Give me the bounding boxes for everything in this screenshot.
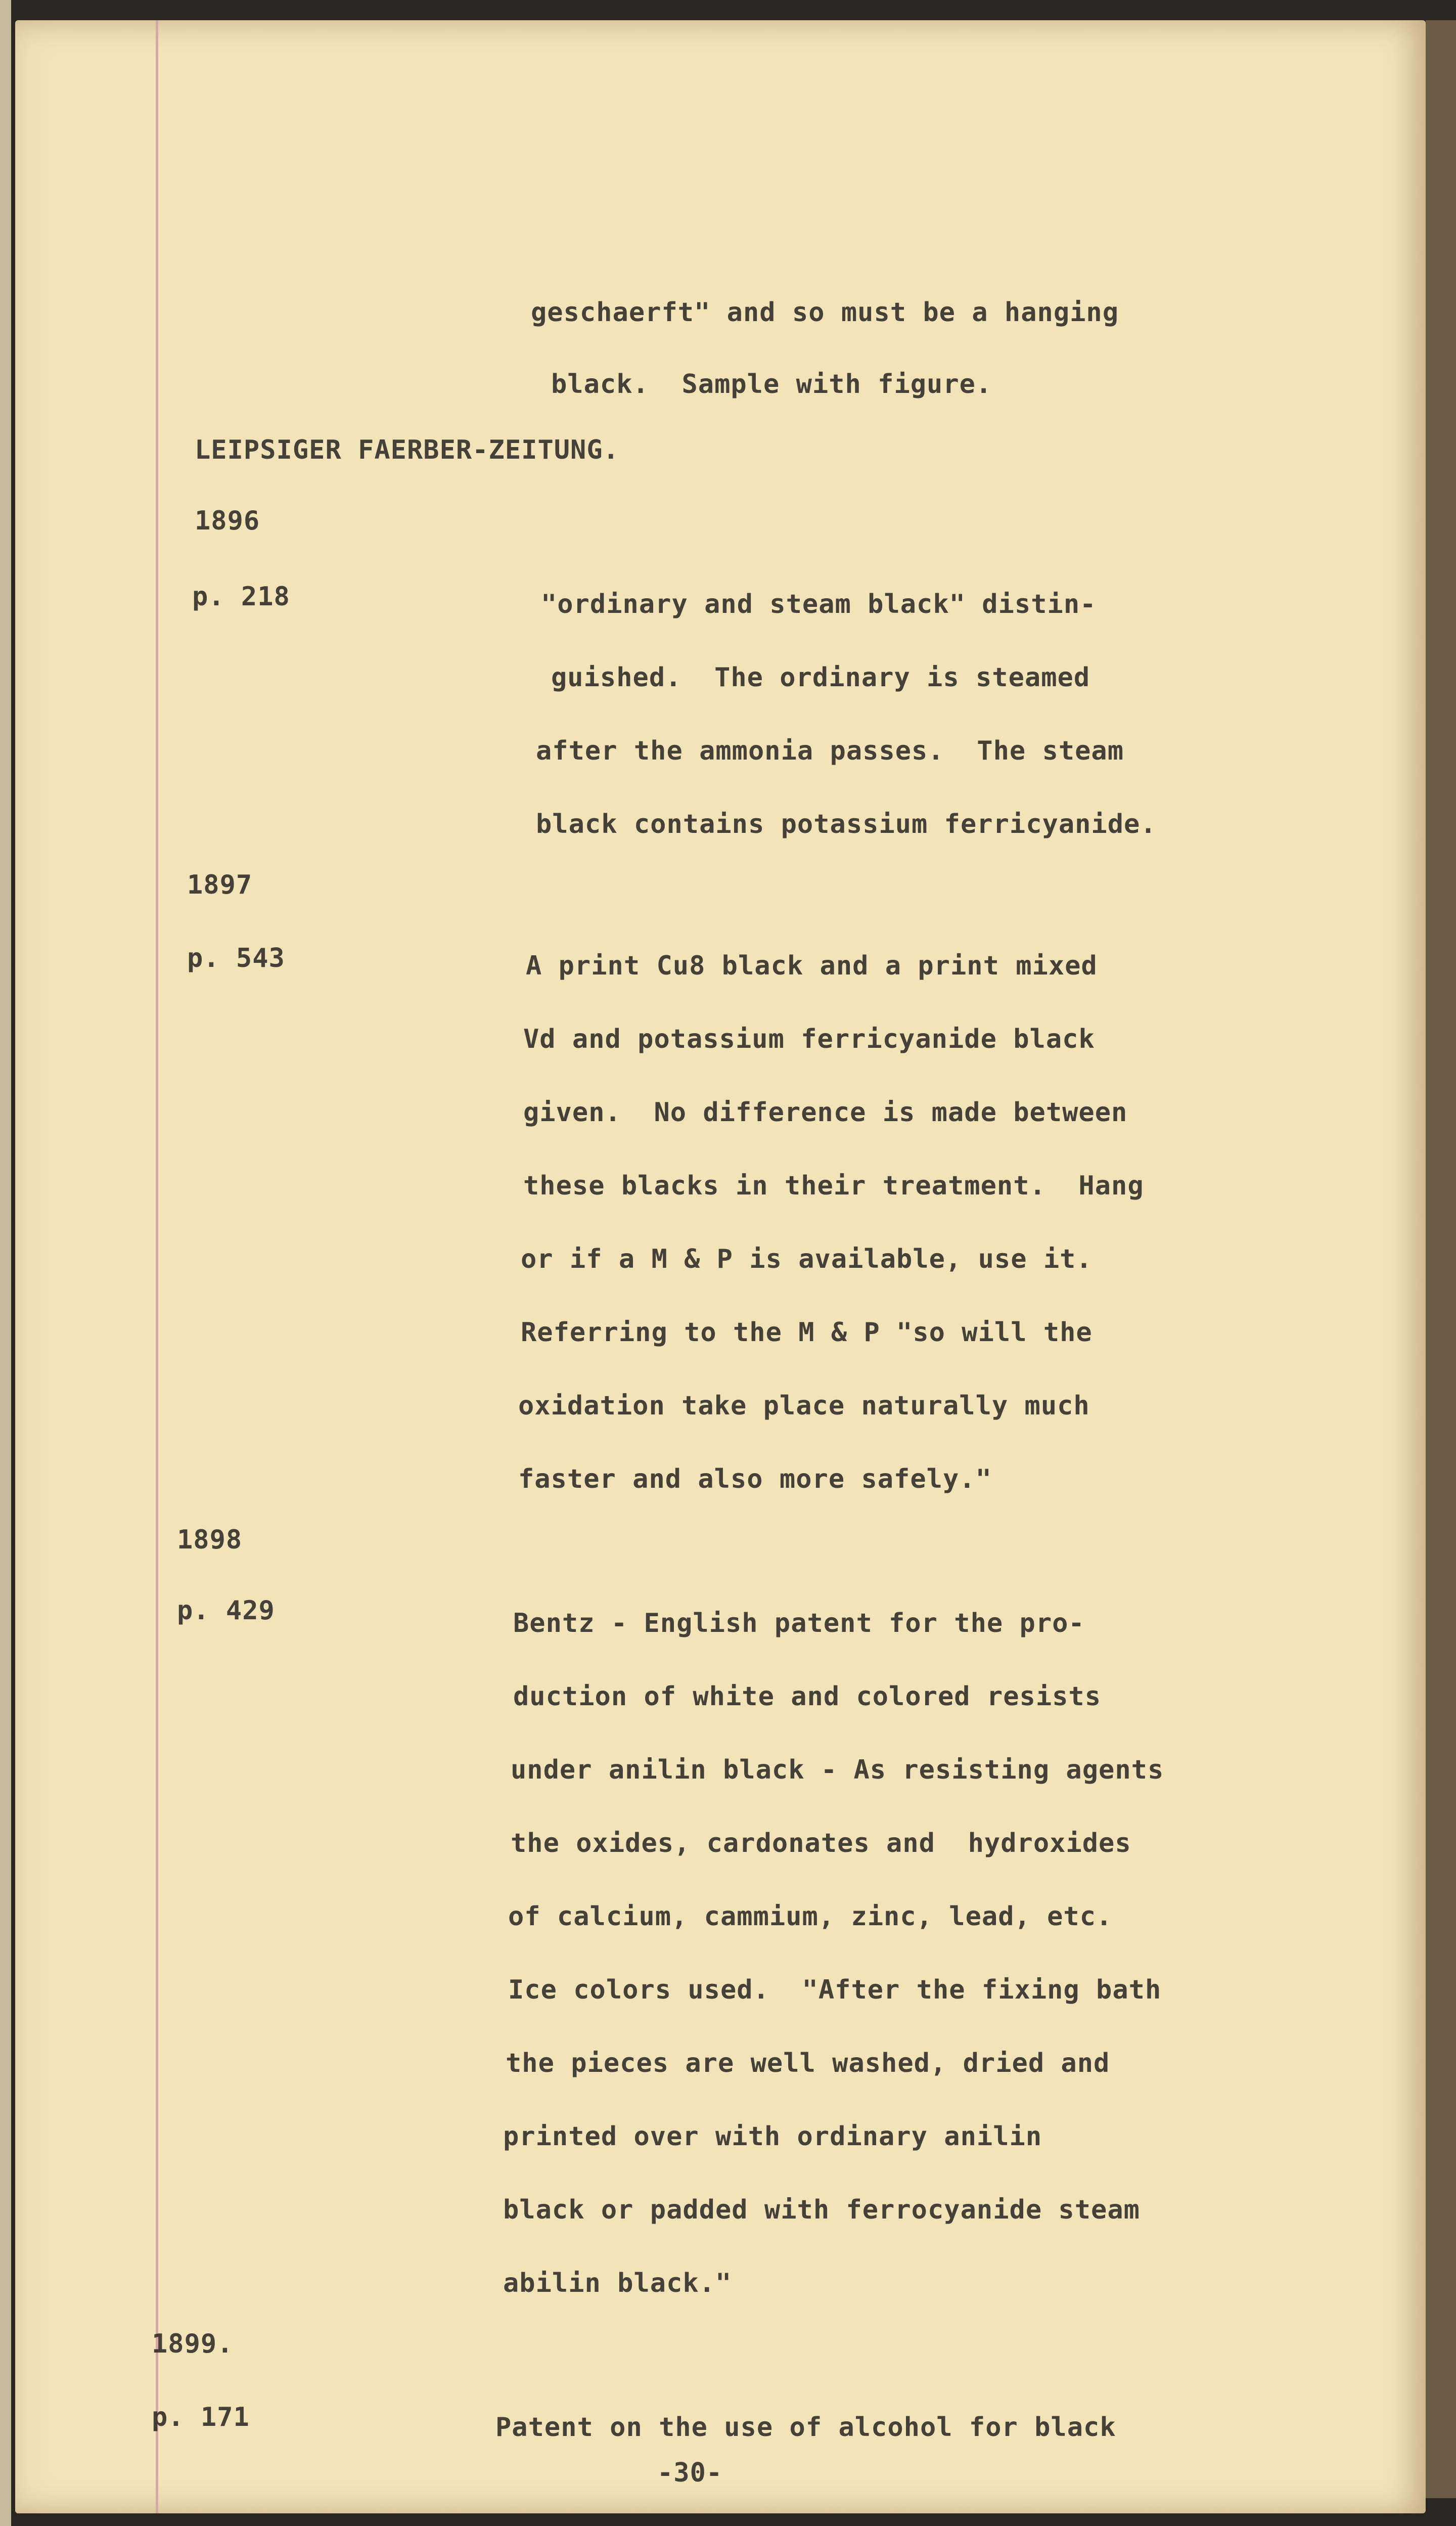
text-line: of calcium, cammium, zinc, lead, etc. [508,1901,1113,1932]
entry-year: 1897 [187,870,253,900]
text-line: abilin black." [503,2268,732,2298]
text-line: under anilin black - As resisting agents [511,1755,1164,1785]
text-line: oxidation take place naturally much [518,1391,1090,1421]
text-line: printed over with ordinary anilin [503,2121,1042,2152]
entry-page: p. 218 [192,582,290,612]
entry-page: p. 543 [187,943,285,973]
text-line: duction of white and colored resists [513,1681,1102,1712]
text-line: faster and also more safely." [518,1464,992,1494]
text-line: geschaerft" and so must be a hanging [531,297,1119,328]
text-line: Patent on the use of alcohol for black [495,2412,1116,2443]
entry-year: 1896 [195,506,260,536]
text-line: black or padded with ferrocyanide steam [503,2195,1140,2225]
document-page [15,20,1426,2513]
text-line: Ice colors used. "After the fixing bath [508,1975,1162,2005]
left-binding-strip [0,0,11,2526]
text-line: or if a M & P is available, use it. [521,1244,1093,1274]
text-line: black. Sample with figure. [551,369,992,400]
margin-rule [156,20,158,2513]
text-line: A print Cu8 black and a print mixed [526,951,1098,981]
text-line: "ordinary and steam black" distin- [541,589,1097,619]
text-line: given. No difference is made between [523,1097,1128,1128]
text-line: guished. The ordinary is steamed [551,662,1090,693]
text-line: after the ammonia passes. The steam [536,736,1124,766]
book-edge [1426,20,1456,2498]
section-heading: LEIPSIGER FAERBER-ZEITUNG. [195,435,619,465]
text-line: Bentz - English patent for the pro- [513,1608,1085,1638]
entry-year: 1898 [177,1525,243,1555]
text-line: these blacks in their treatment. Hang [523,1171,1144,1201]
entry-year: 1899. [152,2329,234,2359]
text-line: Referring to the M & P "so will the [521,1317,1093,1348]
text-line: black contains potassium ferricyanide. [536,809,1157,839]
page-number: -30- [657,2458,723,2488]
text-line: the oxides, cardonates and hydroxides [511,1828,1131,1858]
entry-page: p. 429 [177,1596,275,1626]
text-line: the pieces are well washed, dried and [506,2048,1110,2078]
text-line: Vd and potassium ferricyanide black [523,1024,1095,1054]
entry-page: p. 171 [152,2402,250,2432]
